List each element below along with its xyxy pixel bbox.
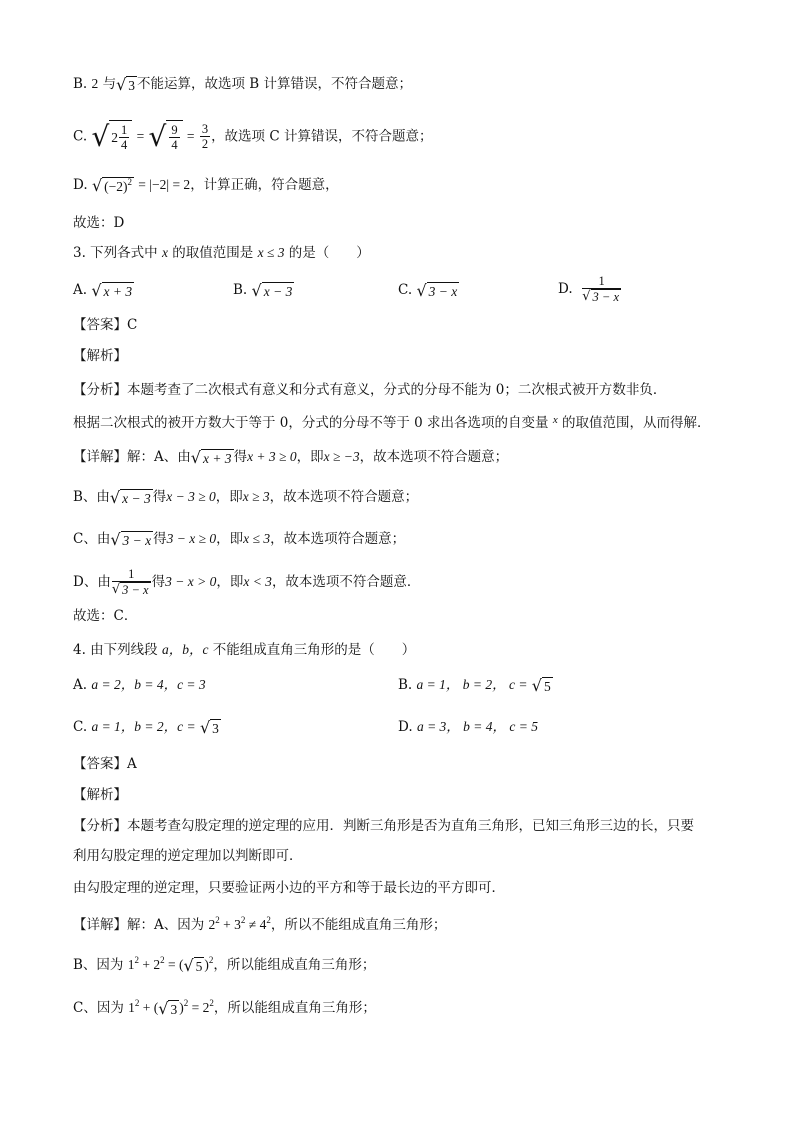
option-label: D. — [398, 719, 413, 735]
sqrt-expression: √ 3 — [116, 74, 136, 94]
text: ，故本选项不符合题意； — [359, 449, 509, 465]
denominator: 4 — [121, 137, 128, 152]
text: 【详解】解：A、由 — [73, 449, 191, 465]
equation: $2^2 + 3^2 \ne 4^2$ — [208, 915, 271, 932]
equation: $1^2 + 2^2$ = ( √ 5 )$^2$ — [127, 955, 214, 975]
fraction — [200, 122, 210, 152]
equals: = — [186, 128, 195, 144]
radicand: x − 3 — [263, 283, 293, 299]
equals: = — [136, 128, 145, 144]
text: 得 — [151, 574, 166, 590]
radicand: x + 3 — [202, 450, 232, 466]
detail-4-a — [73, 915, 446, 935]
radicand: 3 — [128, 77, 136, 93]
analysis-4-heading: 【解析】 — [73, 787, 127, 803]
detail-4-b — [73, 955, 375, 975]
numerator: 1 — [121, 122, 128, 137]
solution-line-d: D. √ $(-2)^2$ = |−2| = 2，计算正确，符合题意， — [73, 175, 339, 195]
text: 不能组成直角三角形的是（ ） — [212, 642, 416, 658]
radicand: 3 — [212, 720, 219, 736]
answer-3: 【答案】C — [73, 317, 138, 333]
option-label: D. — [558, 281, 573, 297]
analysis-3-method — [73, 410, 711, 433]
text: ，即 — [216, 531, 244, 547]
text: 得 — [152, 489, 167, 505]
radicand: 5 — [543, 678, 551, 694]
inequality: x + 3 ≥ 0 — [247, 449, 297, 464]
text: D、由 — [73, 574, 111, 590]
text: ，计算正确，符合题意， — [190, 177, 339, 193]
text: 【详解】解：A、因为 — [73, 917, 205, 933]
solution-line-b — [73, 74, 412, 94]
question-3-option-d: D. 1 √ 3 − x — [558, 273, 620, 305]
question-4-option-b: B. a = 1， b = 2， c = √ 5 — [398, 675, 551, 695]
radicand: x + 3 — [103, 283, 133, 299]
radicand: 3 − x — [122, 583, 149, 598]
answer-4: 【答案】A — [73, 756, 137, 772]
inequality: 3 − x > 0 — [165, 574, 217, 589]
result: x < 3 — [243, 574, 272, 589]
option-value: a = 3， b = 4， c = 5 — [416, 719, 539, 734]
text: ，即 — [216, 574, 244, 590]
text: 与 — [102, 76, 117, 92]
text: ，所以能组成直角三角形； — [213, 957, 376, 973]
analysis-4-summary: 【分析】本题考查勾股定理的逆定理的应用．判断三角形是否为直角三角形，已知三角形三边的长，只要 — [73, 818, 694, 834]
text: C、由 — [73, 531, 111, 547]
result: x ≥ 3 — [242, 489, 270, 504]
question-4-option-d — [398, 717, 538, 737]
text: 根据二次根式的被开方数大于等于 0，分式的分母不等于 0 求出各选项的自变量 — [73, 415, 549, 431]
option-label: C. — [398, 282, 413, 298]
integer-part: 2 — [111, 129, 119, 145]
analysis-4-method: 由勾股定理的逆定理，只要验证两小边的平方和等于最长边的平方即可． — [73, 880, 505, 896]
radicand: (−2) — [104, 178, 128, 194]
variable: x — [552, 414, 558, 426]
text: ，即 — [296, 449, 324, 465]
variables: a，b，c — [161, 642, 209, 657]
condition: x ≤ 3 — [257, 245, 285, 260]
radicand: 5 — [195, 958, 203, 974]
text: ，即 — [215, 489, 243, 505]
option-label: C. — [73, 128, 88, 145]
question-3-option-c: C. √ 3 − x — [398, 280, 458, 300]
text: 4. 由下列线段 — [73, 642, 158, 658]
result: x ≥ −3 — [323, 449, 360, 464]
result: x ≤ 3 — [243, 531, 271, 546]
option-label: C. — [73, 719, 88, 735]
text: B、由 — [73, 489, 110, 505]
text: C、因为 — [73, 1000, 124, 1016]
text: 3. 下列各式中 — [73, 245, 158, 261]
analysis-4-summary-cont: 利用勾股定理的逆定理加以判断即可． — [73, 848, 303, 864]
variable: x — [161, 245, 168, 260]
question-4-option-a — [73, 675, 206, 695]
analysis-3-summary: 【分析】本题考查了二次根式有意义和分式有意义，分式的分母不能为 0；二次根式被开方数非负． — [73, 382, 667, 398]
detail-3-a: 【详解】解：A、由 √ x + 3 得x + 3 ≥ 0，即x ≥ −3，故本选项不符合题意； — [73, 447, 509, 467]
question-3-option-a: A. √ x + 3 — [73, 280, 133, 300]
analysis-3-heading: 【解析】 — [73, 348, 127, 364]
inequality: 3 − x ≥ 0 — [166, 531, 217, 546]
question-4-option-c: C. a = 1，b = 2，c = √ 3 — [73, 717, 219, 737]
text: 不能运算，故选项 B 计算错误，不符合题意； — [137, 76, 413, 92]
text: 得 — [233, 449, 248, 465]
radicand: 3 − x — [592, 290, 620, 305]
numerator: 3 — [201, 122, 209, 136]
radicand: 3 − x — [428, 283, 458, 299]
question-3-stem — [73, 243, 370, 263]
absolute-value: |−2| = 2 — [149, 177, 191, 192]
text: ，故选项 C 计算错误，不符合题意； — [211, 128, 433, 145]
radicand: 3 — [170, 1001, 178, 1017]
radicand: x − 3 — [122, 490, 151, 506]
text: ，故本选项不符合题意． — [271, 574, 421, 590]
numerator: 1 — [598, 273, 605, 288]
answer-choice-line: 故选：D — [73, 215, 125, 231]
option-value: a = 2，b = 4，c = 3 — [91, 677, 206, 692]
denominator: 2 — [201, 137, 209, 151]
option-label: A. — [73, 282, 88, 298]
math-number: 2 — [91, 76, 99, 91]
denominator: 4 — [171, 137, 178, 152]
sqrt-expression: √ $(-2)^2$ — [91, 175, 132, 195]
inequality: x − 3 ≥ 0 — [166, 489, 216, 504]
sqrt-fraction: √ $\frac{9}{4}$ — [149, 120, 183, 154]
sqrt-mixed-fraction: √ 2 $\frac{1}{4}$ — [91, 120, 132, 154]
detail-3-c: C、由 √ 3 − x 得3 − x ≥ 0，即x ≤ 3，故本选项符合题意； — [73, 529, 406, 549]
text: 的是（ ） — [288, 245, 370, 261]
text: ，所以能组成直角三角形； — [213, 1000, 376, 1016]
detail-3-b: B、由 √ x − 3 得x − 3 ≥ 0，即x ≥ 3，故本选项不符合题意； — [73, 487, 419, 507]
text: B、因为 — [73, 957, 124, 973]
solution-line-c — [73, 120, 433, 153]
text: ，所以不能组成直角三角形； — [270, 917, 447, 933]
numerator: 1 — [128, 566, 135, 581]
equation: $1^2$ + ( √ 3 )$^2 = 2^2$ — [128, 998, 214, 1018]
question-4-stem — [73, 640, 415, 660]
option-label: B. — [398, 677, 413, 693]
option-value: a = 1，b = 2，c = — [91, 719, 196, 734]
detail-4-c — [73, 998, 376, 1018]
text: ，故本选项符合题意； — [270, 531, 406, 547]
question-3-option-b: B. √ x − 3 — [233, 280, 293, 300]
numerator: 9 — [171, 122, 178, 137]
text: 的取值范围是 — [172, 245, 254, 261]
detail-3-d: D、由 1 √ 3 − x 得 3 − x > 0 ，即 x < 3 ，故本选项不符合题意． — [73, 566, 421, 598]
option-label: A. — [73, 677, 88, 693]
text: ，故本选项不符合题意； — [269, 489, 419, 505]
answer-choice-3: 故选：C． — [73, 608, 138, 624]
option-label: D. — [73, 177, 88, 193]
text: 得 — [153, 531, 167, 547]
option-label: B. — [73, 76, 88, 92]
option-label: B. — [233, 282, 248, 298]
radicand: 3 − x — [122, 532, 152, 548]
text: 的取值范围，从而得解． — [562, 415, 711, 431]
option-value: a = 1， b = 2， c = — [416, 677, 528, 692]
